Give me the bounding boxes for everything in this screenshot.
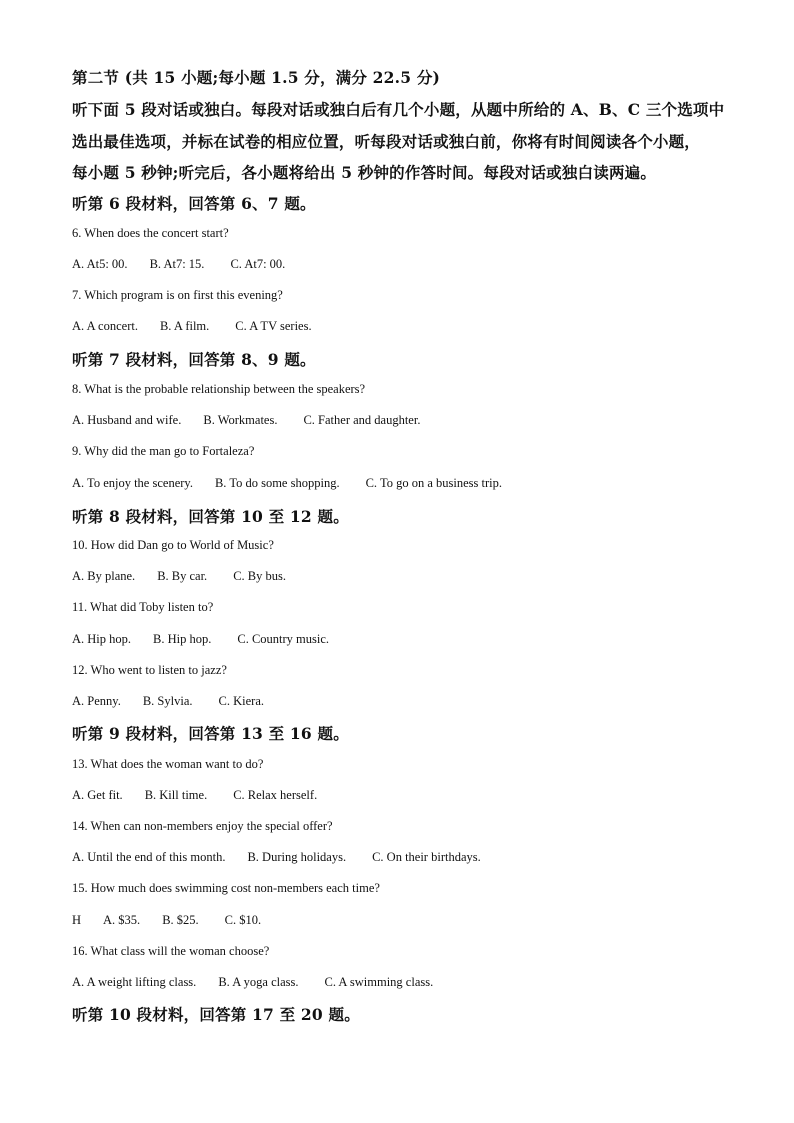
option-6a[interactable]: A. At5: 00. — [72, 257, 128, 271]
question-9: 9. Why did the man go to Fortaleza? — [72, 444, 255, 458]
options-9 — [72, 476, 502, 491]
options-14 — [72, 850, 481, 865]
option-12c[interactable]: C. Kiera. — [218, 694, 264, 708]
instructions-line-2: 选出最佳选项，并标在试卷的相应位置，听每段对话或独白前，你将有时间阅读各个小题， — [72, 132, 701, 151]
options-16 — [72, 975, 433, 990]
option-13b[interactable]: B. Kill time. — [144, 788, 208, 802]
question-7: 7. Which program is on first this evening? — [72, 288, 283, 302]
option-16c[interactable]: C. A swimming class. — [324, 975, 434, 989]
option-8a[interactable]: A. Husband and wife. — [72, 413, 182, 427]
option-6c[interactable]: C. At7: 00. — [230, 257, 286, 271]
question-8: 8. What is the probable relationship between the speakers? — [72, 382, 366, 396]
option-9a[interactable]: A. To enjoy the scenery. — [72, 476, 193, 490]
options-7 — [72, 319, 312, 334]
question-10: 10. How did Dan go to World of Music? — [72, 538, 274, 552]
group-heading-6: 听第 6 段材料，回答第 6、7 题。 — [72, 194, 316, 213]
question-15: 15. How much does swimming cost non-members each time? — [72, 881, 380, 895]
option-12a[interactable]: A. Penny. — [72, 694, 121, 708]
option-10a[interactable]: A. By plane. — [72, 569, 136, 583]
option-7b[interactable]: B. A film. — [159, 319, 210, 333]
question-15-prefix: H — [72, 913, 82, 927]
option-14a[interactable]: A. Until the end of this month. — [72, 850, 226, 864]
question-12: 12. Who went to listen to jazz? — [72, 663, 227, 677]
option-13a[interactable]: A. Get fit. — [72, 788, 123, 802]
option-15a[interactable]: A. $35. — [103, 913, 141, 927]
section-title: 第二节 (共 15 小题;每小题 1.5 分，满分 22.5 分) — [72, 68, 441, 87]
option-8c[interactable]: C. Father and daughter. — [303, 413, 421, 427]
option-10c[interactable]: C. By bus. — [233, 569, 286, 583]
option-13c[interactable]: C. Relax herself. — [233, 788, 318, 802]
group-heading-9: 听第 9 段材料，回答第 13 至 16 题。 — [72, 724, 349, 743]
question-6: 6. When does the concert start? — [72, 226, 229, 240]
option-11c[interactable]: C. Country music. — [237, 632, 330, 646]
option-9c[interactable]: C. To go on a business trip. — [365, 476, 502, 490]
option-15b[interactable]: B. $25. — [162, 913, 199, 927]
group-heading-10: 听第 10 段材料，回答第 17 至 20 题。 — [72, 1005, 360, 1024]
options-12 — [72, 694, 264, 709]
question-11: 11. What did Toby listen to? — [72, 600, 214, 614]
options-10 — [72, 569, 286, 584]
option-11b[interactable]: B. Hip hop. — [153, 632, 212, 646]
instructions-line-1: 听下面 5 段对话或独白。每段对话或独白后有几个小题，从题中所给的 A、B、C 三个选项中 — [72, 100, 725, 119]
option-16b[interactable]: B. A yoga class. — [218, 975, 299, 989]
instructions-line-3: 每小题 5 秒钟;听完后，各小题将给出 5 秒钟的作答时间。每段对话或独白读两遍。 — [72, 163, 657, 182]
option-14c[interactable]: C. On their birthdays. — [372, 850, 481, 864]
option-16a[interactable]: A. A weight lifting class. — [72, 975, 197, 989]
options-15 — [72, 913, 261, 928]
question-16: 16. What class will the woman choose? — [72, 944, 270, 958]
options-6 — [72, 257, 285, 272]
option-7c[interactable]: C. A TV series. — [235, 319, 312, 333]
options-11 — [72, 632, 329, 647]
option-14b[interactable]: B. During holidays. — [247, 850, 347, 864]
option-7a[interactable]: A. A concert. — [72, 319, 138, 333]
option-11a[interactable]: A. Hip hop. — [72, 632, 132, 646]
option-8b[interactable]: B. Workmates. — [203, 413, 278, 427]
option-6b[interactable]: B. At7: 15. — [149, 257, 205, 271]
question-13: 13. What does the woman want to do? — [72, 757, 264, 771]
options-8 — [72, 413, 420, 428]
option-15c[interactable]: C. $10. — [224, 913, 262, 927]
options-13 — [72, 788, 317, 803]
option-10b[interactable]: B. By car. — [157, 569, 208, 583]
group-heading-8: 听第 8 段材料，回答第 10 至 12 题。 — [72, 507, 349, 526]
question-14: 14. When can non-members enjoy the special offer? — [72, 819, 333, 833]
option-12b[interactable]: B. Sylvia. — [142, 694, 193, 708]
group-heading-7: 听第 7 段材料，回答第 8、9 题。 — [72, 350, 316, 369]
option-9b[interactable]: B. To do some shopping. — [214, 476, 340, 490]
